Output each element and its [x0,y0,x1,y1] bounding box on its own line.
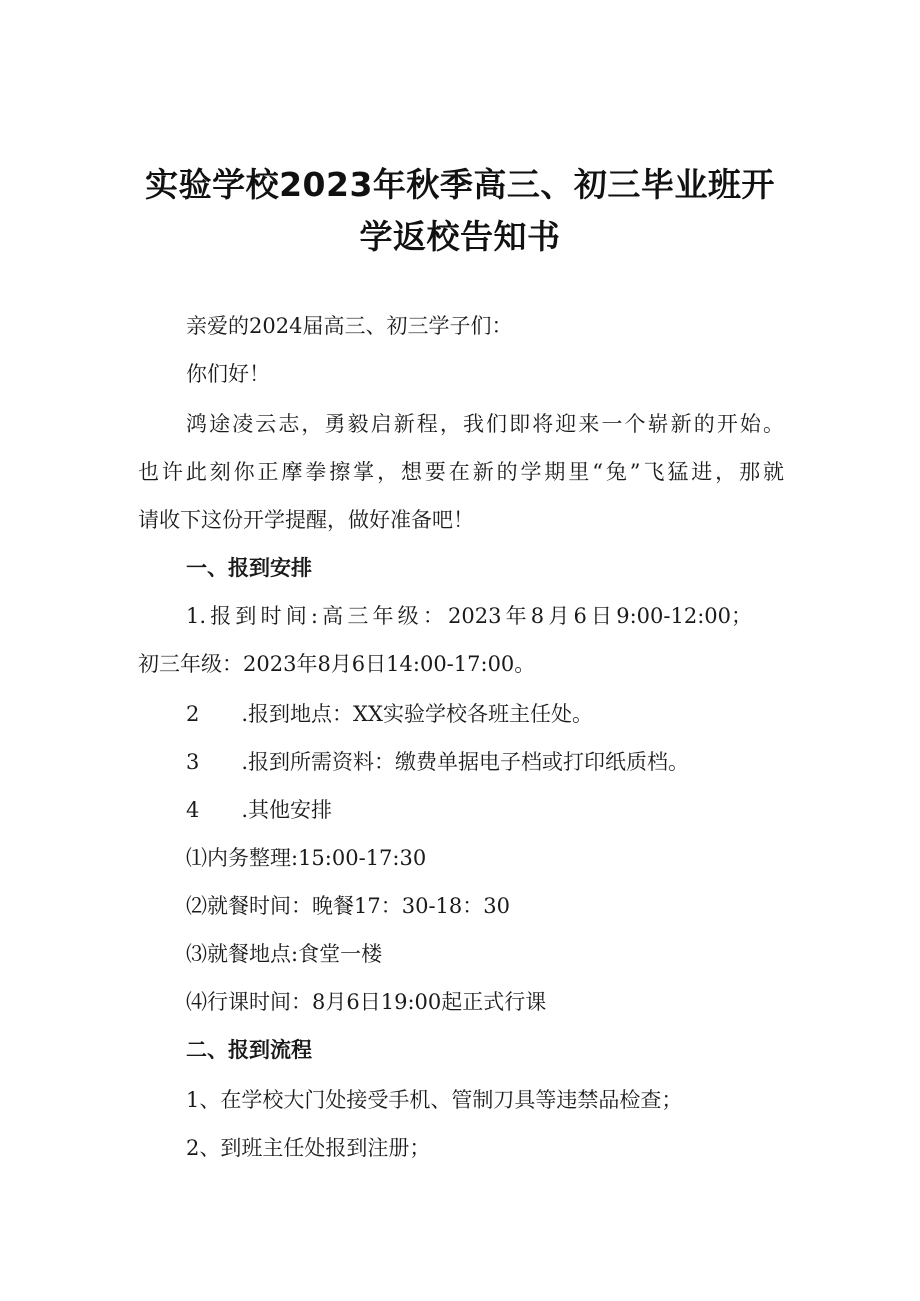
item-number: 3 [186,750,200,774]
hello-line: 你们好！ [186,362,270,386]
section-1-heading: 一、报到安排 [186,556,312,580]
item-text: .报到地点：XX实验学校各班主任处。 [241,702,593,726]
process-step-1: 1、在学校大门处接受手机、管制刀具等违禁品检查； [186,1088,683,1112]
report-location-item [186,699,593,729]
document-title-line-2: 学返校告知书 [359,217,561,256]
item-text: .报到所需资料：缴费单据电子档或打印纸质档。 [241,750,690,774]
document-title-line-1: 实验学校2023年秋季高三、初三毕业班开 [145,165,775,204]
intro-line-1: 鸿途凌云志，勇毅启新程，我们即将迎来一个崭新的开始。 [186,412,784,436]
intro-line-2: 也许此刻你正摩拳擦掌，想要在新的学期里“兔”飞猛进，那就 [138,460,784,484]
intro-line-3: 请收下这份开学提醒，做好准备吧！ [138,508,474,532]
process-step-2: 2、到班主任处报到注册； [186,1136,431,1160]
required-materials-item [186,747,689,777]
other-arrangements-item [186,795,332,825]
report-time-line-2: 初三年级：2023年8月6日14:00-17:00。 [138,652,536,676]
item-text: .其他安排 [241,798,333,822]
item-number: 4 [186,798,200,822]
report-time-line-1: 1.报到时间:高三年级：2023年8月6日9:00-12:00； [186,604,752,628]
dorm-arrangement-line: ⑴内务整理:15:00-17:30 [186,846,427,870]
dining-time-line: ⑵就餐时间：晚餐17：30-18：30 [186,894,510,918]
greeting: 亲爱的2024届高三、初三学子们： [186,314,513,338]
section-2-heading: 二、报到流程 [186,1038,312,1062]
dining-location-line: ⑶就餐地点:食堂一楼 [186,942,383,966]
class-start-line: ⑷行课时间：8月6日19:00起正式行课 [186,990,547,1014]
item-number: 2 [186,702,200,726]
